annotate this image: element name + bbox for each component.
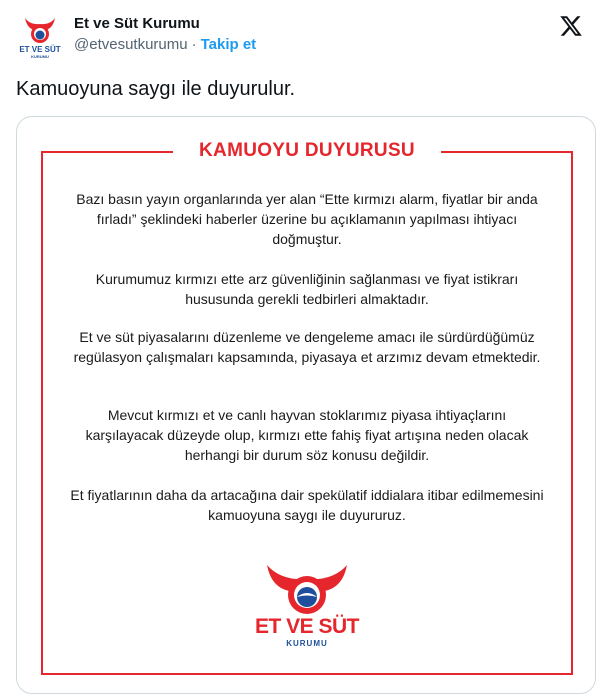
notice-paragraph: Mevcut kırmızı et ve canlı hayvan stoklarımız piyasa ihtiyaçlarını karşılayacak düzeyde olup, kırmızı ette fahiş fiyat artışına neden olacak herhangi bir durum söz konusu değildir. xyxy=(85,407,529,463)
x-logo-icon[interactable] xyxy=(558,14,584,38)
et-ve-sut-logo-icon xyxy=(16,12,64,60)
tweet-media-card[interactable] xyxy=(16,116,596,694)
notice-paragraph: Et fiyatlarının daha da artacağına dair spekülatif iddialara itibar edilmemesini kamuoyuna saygı ile duyururuz. xyxy=(70,487,544,523)
notice-paragraph: Et ve süt piyasalarını düzenleme ve dengeleme amacı ile sürdürdüğümüz regülasyon çalışmaları kapsamında, piyasaya et arzımız devam etmektedir. xyxy=(73,329,541,365)
avatar-text: ET VE SÜT xyxy=(19,45,61,54)
notice-title: KAMUOYU DUYURUSU xyxy=(199,140,415,161)
display-name[interactable]: Et ve Süt Kurumu xyxy=(74,15,200,32)
logo-text: ET VE SÜT xyxy=(254,615,360,638)
avatar-subtext: KURUMU xyxy=(31,54,49,59)
follow-button[interactable]: Takip et xyxy=(200,36,257,53)
separator: · xyxy=(191,36,197,53)
tweet-header xyxy=(16,12,584,60)
author-block xyxy=(74,14,256,55)
avatar[interactable] xyxy=(16,12,64,60)
handle[interactable]: @etvesutkurumu xyxy=(74,36,188,53)
logo-subtext: KURUMU xyxy=(286,639,328,648)
notice-paragraph: Kurumumuz kırmızı ette arz güvenliğinin sağlanması ve fiyat istikrarı hususunda gerekli tedbirleri almaktadır. xyxy=(95,271,519,307)
tweet-text: Kamuoyuna saygı ile duyurulur. xyxy=(16,78,296,100)
handle-row xyxy=(74,35,256,55)
notice-paragraph: Bazı basın yayın organlarında yer alan “Ette kırmızı alarm, fiyatlar bir anda fırladı” şeklindeki haberler üzerine bu açıklamanın yapılması ihtiyacı doğmuştur. xyxy=(76,191,538,247)
